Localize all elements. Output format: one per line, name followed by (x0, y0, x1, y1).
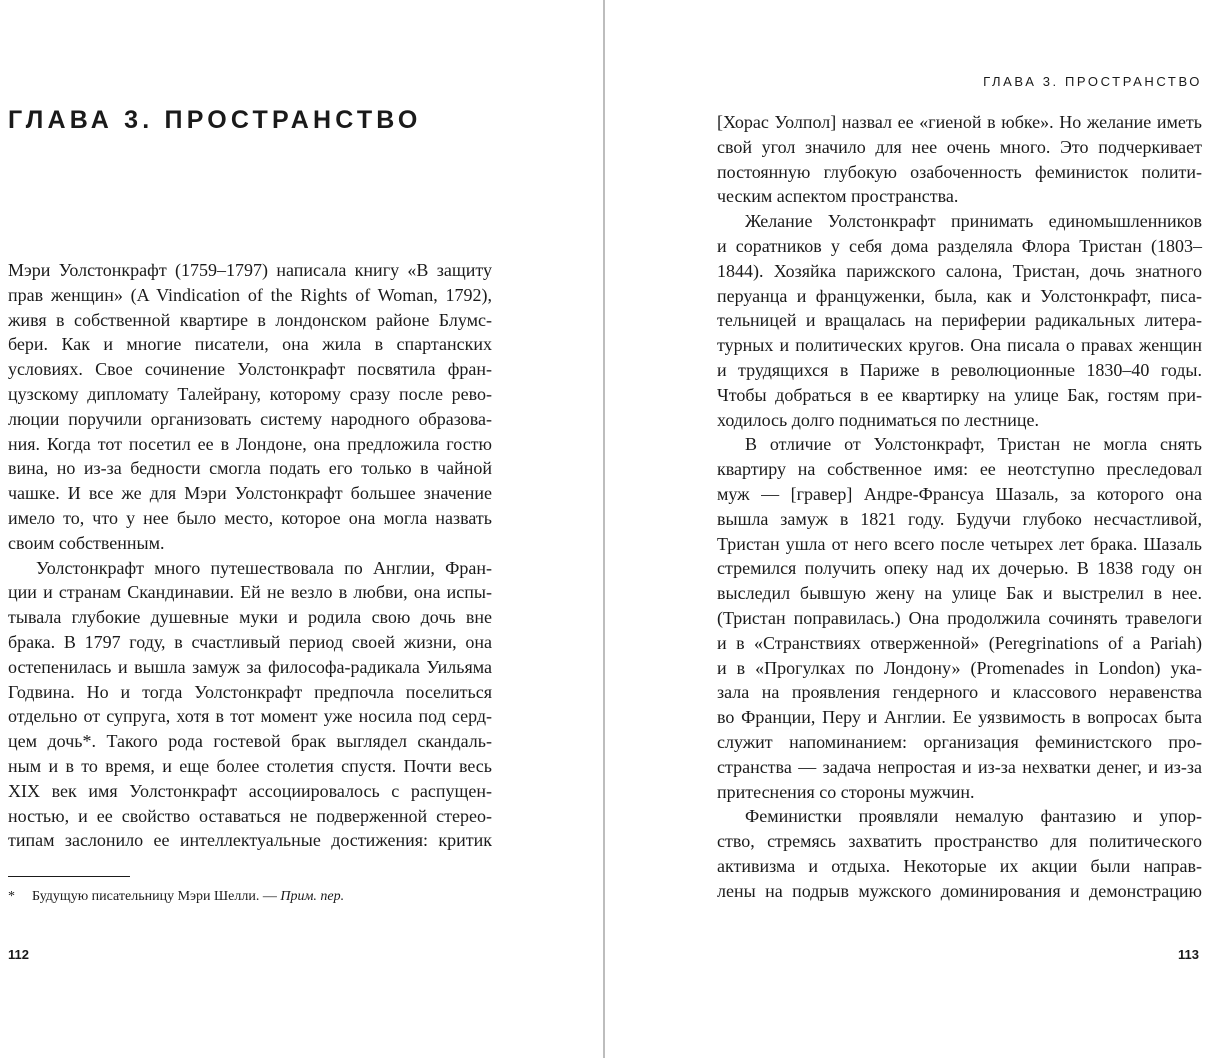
text-line: живя в собственной квартире в лондонском районе Блумс- (8, 309, 492, 330)
text-line: Уолстонкрафт много путешествовала по Англии, Фран- (36, 557, 492, 578)
footnote-divider (8, 876, 130, 877)
text-line: лены на подрыв мужского доминирования и демонстрацию (717, 880, 1202, 901)
left-page (0, 0, 603, 1058)
text-line: постоянную глубокую озабоченность феминисток полити- (717, 161, 1202, 182)
right-body-text (717, 110, 1202, 904)
text-line: и в «Прогулках по Лондону» (Promenades in London) ука- (717, 657, 1202, 678)
text-line: Чтобы добраться в ее квартирку на улице Бак, гостям при- (717, 384, 1202, 405)
text-line: турных и политических кругов. Она писала о правах женщин (717, 335, 1202, 356)
right-page (605, 0, 1209, 1058)
page-number-left: 112 (8, 947, 29, 962)
text-line: зала на проявления гендерного и классового неравенства (717, 682, 1202, 703)
text-line: стремился получить опеку над их дочерью. В 1838 году он (717, 558, 1202, 579)
text-line: имело то, что у нее было место, которое она могла назвать (8, 507, 492, 528)
text-line: [Хорас Уолпол] назвал ее «гиеной в юбке». Но желание иметь (717, 112, 1202, 132)
chapter-title: ГЛАВА 3. ПРОСТРАНСТВО (8, 106, 422, 134)
text-line: во Франции, Перу и Англии. Ее уязвимость в вопросах быта (717, 707, 1202, 728)
text-line: люции поручили организовать систему народного образова- (8, 408, 492, 429)
text-line: 1844). Хозяйка парижского салона, Тристан, дочь знатного (717, 260, 1202, 281)
text-line: ния. Когда тот посетил ее в Лондоне, она предложила гостю (8, 433, 492, 454)
text-line: цем дочь*. Такого рода гостевой брак выглядел скандаль- (8, 731, 492, 752)
text-line: свой угол значило для нее очень много. Это подчеркивает (717, 136, 1202, 157)
text-line: чашке. И все же для Мэри Уолстонкрафт большее значение (8, 483, 492, 504)
text-line: типам заслонило ее интеллектуальные достижения: критик (8, 830, 492, 851)
text-line: В отличие от Уолстонкрафт, Тристан не могла снять (745, 434, 1202, 455)
text-line: условиях. Свое сочинение Уолстонкрафт посвятила фран- (8, 359, 492, 380)
text-line: (Тристан поправилась.) Она продолжила сочинять травелоги (717, 607, 1202, 628)
text-line: квартиру на собственное имя: ее неотступно преследовал (717, 459, 1202, 480)
text-line: Желание Уолстонкрафт принимать единомышленников (745, 211, 1202, 232)
text-line: остепенилась и вышла замуж за философа-радикала Уильяма (8, 656, 492, 677)
text-line: ции и странам Скандинавии. Ей не везло в любви, она испы- (8, 582, 492, 603)
text-line: ным и в то время, и еще более столетия спустя. Почти весь (8, 755, 492, 776)
text-line: ство, стремясь захватить пространство для политического (717, 831, 1202, 852)
page-number-right: 113 (1178, 947, 1199, 962)
text-line: Феминистки проявляли немалую фантазию и упор- (745, 806, 1202, 827)
text-line: и соратников у себя дома разделяла Флора Тристан (1803– (717, 235, 1202, 256)
text-line: Мэри Уолстонкрафт (1759–1797) написала книгу «В защиту (8, 260, 492, 280)
text-line: вышла замуж в 1821 году. Будучи глубоко несчастливой, (717, 508, 1202, 529)
text-line: отдельно от супруга, хотя в тот момент уже носила под серд- (8, 706, 492, 727)
text-line: своим собственным. (8, 532, 165, 553)
text-line: муж — [гравер] Андре-Франсуа Шазаль, за которого она (717, 483, 1202, 504)
text-line: выследил бывшую жену на улице Бак и выстрелил в нее. (717, 583, 1202, 604)
running-head: ГЛАВА 3. ПРОСТРАНСТВО (983, 74, 1202, 89)
footnote (8, 889, 344, 905)
text-line: ческим аспектом пространства. (717, 186, 959, 207)
footnote-source: Прим. пер. (280, 889, 345, 904)
text-line: и в «Странствиях отверженной» (Peregrinations of a Pariah) (717, 632, 1202, 653)
text-line: цузскому дипломату Талейрану, которому сразу после рево- (8, 383, 492, 404)
text-line: перуанца и француженки, была, как и Уолстонкрафт, писа- (717, 285, 1202, 306)
text-line: притеснения со стороны мужчин. (717, 781, 975, 802)
text-line: служит напоминанием: организация феминистского про- (717, 731, 1202, 752)
text-line: вина, но из-за бедности смогла подать его только в чайной (8, 458, 492, 479)
text-line: активизма и отдыха. Некоторые их акции были направ- (717, 855, 1202, 876)
text-line: странства — задача непростая и из-за нехватки денег, и из-за (717, 756, 1202, 777)
text-line: брака. В 1797 году, в счастливый период своей жизни, она (8, 631, 492, 652)
text-line: ходилось долго подниматься по лестнице. (717, 409, 1040, 430)
text-line: ностью, и ее свойство оставаться не подверженной стерео- (8, 805, 492, 826)
text-line: прав женщин» (A Vindication of the Rights of Woman, 1792), (8, 284, 492, 305)
text-line: тельницей и вращалась на периферии радикальных литера- (717, 310, 1202, 331)
text-line: Тристан ушла от него всего после четырех лет брака. Шазаль (717, 533, 1202, 554)
text-line: бери. Как и многие писатели, она жила в спартанских (8, 334, 492, 355)
left-body-text (8, 258, 492, 853)
text-line: и трудящихся в Париже в революционные 1830–40 годы. (717, 359, 1202, 380)
footnote-mark: * (8, 889, 15, 904)
text-line: Годвина. Но и тогда Уолстонкрафт предпочла поселиться (8, 681, 492, 702)
text-line: тывала глубокие душевные муки и родила свою дочь вне (8, 607, 492, 628)
footnote-text: Будущую писательницу Мэри Шелли. — (32, 889, 281, 904)
text-line: XIX век имя Уолстонкрафт ассоциировалось с распущен- (8, 780, 492, 801)
